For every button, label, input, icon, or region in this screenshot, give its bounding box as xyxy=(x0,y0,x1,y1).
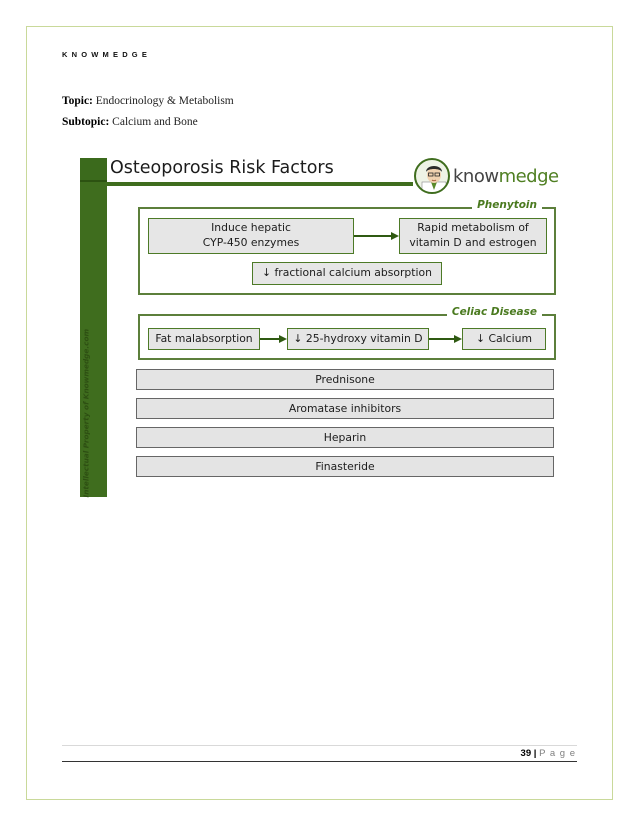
hepatic-line-1: Induce hepatic xyxy=(211,221,291,235)
page-number: 39 xyxy=(520,748,532,759)
hepatic-line-2: CYP-450 enzymes xyxy=(202,236,300,249)
title-rule xyxy=(107,182,413,186)
topic-value: Endocrinology & Metabolism xyxy=(95,95,234,107)
footer-rule-light xyxy=(62,745,577,746)
logo-wordmark-know: know xyxy=(453,166,499,187)
logo-wordmark xyxy=(453,166,559,187)
topic-label: Topic: xyxy=(62,95,93,107)
fat-malabsorption-box: Fat malabsorption xyxy=(148,328,260,350)
celiac-group xyxy=(138,306,556,360)
factor-aromatase-inhibitors: Aromatase inhibitors xyxy=(136,398,554,419)
factor-prednisone: Prednisone xyxy=(136,369,554,390)
figure-title: Osteoporosis Risk Factors xyxy=(110,158,334,178)
factor-finasteride: Finasteride xyxy=(136,456,554,477)
subtopic-value: Calcium and Bone xyxy=(112,116,198,128)
subtopic-line xyxy=(62,116,198,128)
side-bar-cap xyxy=(80,158,107,182)
page-footer xyxy=(521,748,576,759)
hepatic-induction-box xyxy=(148,218,354,254)
page-separator: | xyxy=(533,748,537,759)
header-brand: KNOWMEDGE xyxy=(62,50,152,59)
arrow-right-icon xyxy=(429,334,463,344)
vitamin-d-box: ↓ 25-hydroxy vitamin D xyxy=(287,328,429,350)
risk-factors-figure xyxy=(80,158,560,500)
factor-heparin: Heparin xyxy=(136,427,554,448)
logo-wordmark-medge: medge xyxy=(498,166,559,187)
footer-rule xyxy=(62,761,577,762)
phenytoin-label: Phenytoin xyxy=(472,199,542,211)
topic-line xyxy=(62,95,234,107)
calcium-absorption-box: ↓ fractional calcium absorption xyxy=(252,262,442,285)
doctor-avatar-icon xyxy=(414,158,450,194)
phenytoin-group xyxy=(138,199,556,295)
celiac-label: Celiac Disease xyxy=(447,306,542,318)
rapid-metabolism-box xyxy=(399,218,547,254)
side-watermark-text: Intellectual Property of Knowmedge.com xyxy=(81,328,91,498)
arrow-right-icon xyxy=(354,231,400,241)
metabolism-line-1: Rapid metabolism of xyxy=(417,221,529,235)
page-word: P a g e xyxy=(539,748,576,759)
arrow-right-icon xyxy=(260,334,288,344)
knowmedge-logo xyxy=(414,158,560,200)
calcium-box: ↓ Calcium xyxy=(462,328,546,350)
metabolism-line-2: vitamin D and estrogen xyxy=(409,236,537,249)
subtopic-label: Subtopic: xyxy=(62,116,110,128)
